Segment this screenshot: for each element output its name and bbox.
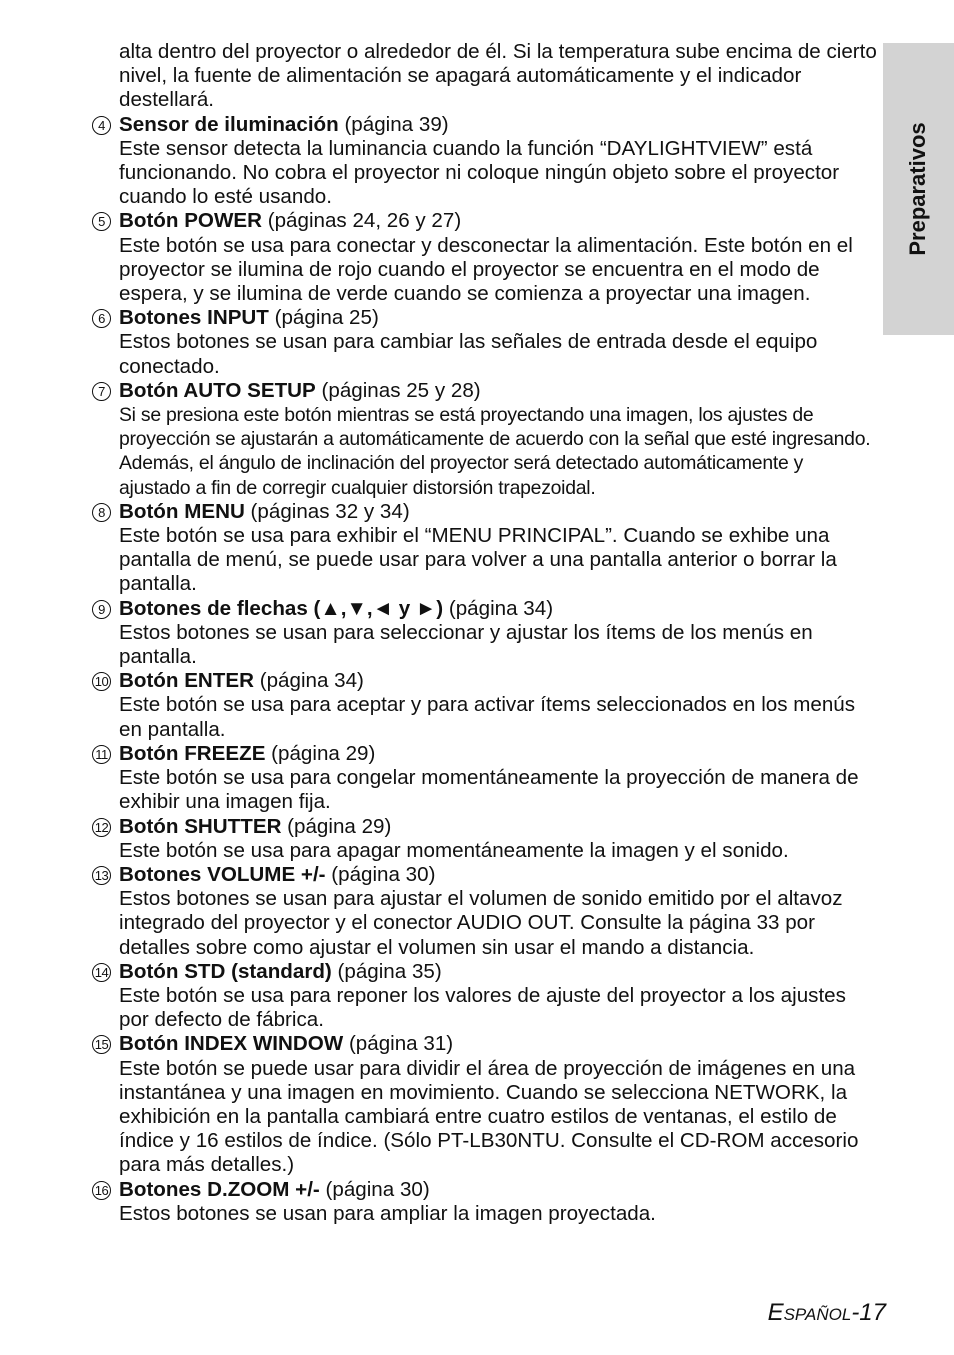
item-title: Botón ENTER: [119, 669, 254, 693]
item-title: Botón POWER: [119, 209, 262, 233]
item-page-ref: (página 30): [319, 1177, 430, 1201]
intro-paragraph: alta dentro del proyector o alrededor de él. Si la temperatura sube encima de cierto nivel, la fuente de alimentación se apagará automáticamente y el indicador destellará.: [119, 40, 877, 112]
item-title: Sensor de iluminación: [119, 112, 339, 136]
item-page-ref: (página 34): [254, 669, 364, 693]
list-item: [92, 960, 877, 1033]
footer-language: SPAÑOL: [783, 1305, 852, 1324]
item-description: Este botón se usa para reponer los valores de ajuste del proyector a los ajustes por defecto de fábrica.: [119, 983, 846, 1032]
page-footer: [768, 1299, 886, 1327]
list-item: [92, 742, 877, 815]
item-number: 12: [92, 818, 111, 837]
item-number: 7: [92, 382, 111, 401]
item-page-ref: (página 29): [265, 741, 376, 765]
item-description: Este botón se puede usar para dividir el área de proyección de imágenes en una instantánea y una imagen en movimiento. Cuando se selecciona NETWORK, la exhibición en la pantalla cambiará entre cuatro estilos de ventanas, el estilo de índice y 16 estilos de índice. (Sólo PT-LB30NTU. Consulte el CD-ROM accesorio para más detalles.): [119, 1056, 859, 1177]
item-title: Botón MENU: [119, 499, 245, 523]
item-number: 6: [92, 309, 111, 328]
item-number: 8: [92, 503, 111, 522]
list-item: [92, 669, 877, 742]
item-title: Botones D.ZOOM +/-: [119, 1177, 320, 1201]
item-title: Botón SHUTTER: [119, 814, 282, 838]
item-number: 5: [92, 212, 111, 231]
item-page-ref: (página 31): [343, 1032, 454, 1056]
item-page-ref: (páginas 32 y 34): [244, 499, 410, 523]
list-item: [92, 1032, 877, 1177]
item-description: Este botón se usa para exhibir el “MENU PRINCIPAL”. Cuando se exhibe una pantalla de menú, se puede usar para volver a una pantalla anterior o borrar la pantalla.: [119, 524, 837, 596]
item-title: Botón FREEZE: [119, 741, 266, 765]
footer-page-number: -17: [851, 1299, 886, 1326]
list-item: [92, 113, 877, 210]
item-title: Botón STD (standard): [119, 959, 332, 983]
list-item: [92, 306, 877, 379]
item-description: Este botón se usa para apagar momentáneamente la imagen y el sonido.: [119, 838, 789, 862]
item-description: Estos botones se usan para ajustar el volumen de sonido emitido por el altavoz integrado del proyector y el conector AUDIO OUT. Consulte la página 33 por detalles sobre como ajustar el volumen sin usar el mando a distancia.: [119, 887, 843, 959]
section-tab-label: Preparativos: [905, 122, 930, 256]
item-title: Botones INPUT: [119, 306, 269, 330]
item-description: Estos botones se usan para cambiar las señales de entrada desde el equipo conectado.: [119, 330, 818, 378]
list-item: [92, 863, 877, 960]
list-item: [92, 209, 877, 306]
list-item: [92, 815, 877, 863]
item-description: Este botón se usa para congelar momentáneamente la proyección de manera de exhibir una imagen fija.: [119, 766, 859, 814]
item-number: 9: [92, 600, 111, 619]
item-page-ref: (página 30): [325, 862, 436, 886]
item-page-ref: (página 25): [268, 306, 379, 330]
item-number: 4: [92, 116, 111, 135]
item-number: 14: [92, 963, 111, 982]
item-number: 11: [92, 745, 111, 764]
list-item: [92, 379, 877, 500]
item-number: 10: [92, 672, 111, 691]
item-description: Este botón se usa para conectar y desconectar la alimentación. Este botón en el proyector se ilumina de rojo cuando el proyector se encuentra en el modo de espera, y se ilumina de verde cuando se comienza a proyectar una imagen.: [119, 233, 853, 306]
item-description: Si se presiona este botón mientras se está proyectando una imagen, los ajustes de proyección se ajustarán a automáticamente de acuerdo con la señal que esté ingresando. Además, el ángulo de inclinación del proyector será detectado automáticamente y ajustado a fin de corregir cualquier distorsión trapezoidal.: [119, 404, 871, 499]
item-title: Botón AUTO SETUP: [119, 378, 316, 402]
item-title: Botones VOLUME +/-: [119, 862, 326, 886]
section-tab: [883, 43, 954, 335]
item-description: Estos botones se usan para ampliar la imagen proyectada.: [119, 1201, 656, 1225]
item-page-ref: (página 39): [338, 112, 449, 136]
item-title: Botones de flechas (▲,▼,◄ y ►): [119, 596, 444, 620]
item-description: Este botón se usa para aceptar y para activar ítems seleccionados en los menús en pantalla.: [119, 693, 856, 741]
item-page-ref: (páginas 25 y 28): [315, 378, 481, 402]
item-title: Botón INDEX WINDOW: [119, 1032, 344, 1056]
list-item: [92, 1178, 877, 1226]
item-number: 13: [92, 866, 111, 885]
item-page-ref: (páginas 24, 26 y 27): [262, 209, 462, 233]
item-page-ref: (página 35): [331, 959, 442, 983]
list-item: [92, 597, 877, 670]
item-number: 15: [92, 1035, 111, 1054]
page-content: [92, 40, 877, 1226]
item-description: Estos botones se usan para seleccionar y ajustar los ítems de los menús en pantalla.: [119, 620, 813, 669]
item-number: 16: [92, 1181, 111, 1200]
list-item: [92, 500, 877, 597]
item-page-ref: (página 29): [281, 814, 392, 838]
item-page-ref: (página 34): [443, 596, 554, 620]
footer-initial: E: [767, 1299, 784, 1326]
item-description: Este sensor detecta la luminancia cuando la función “DAYLIGHTVIEW” está funcionando. No cobra el proyector ni coloque ningún objeto sobre el proyector cuando lo esté usando.: [119, 136, 840, 209]
